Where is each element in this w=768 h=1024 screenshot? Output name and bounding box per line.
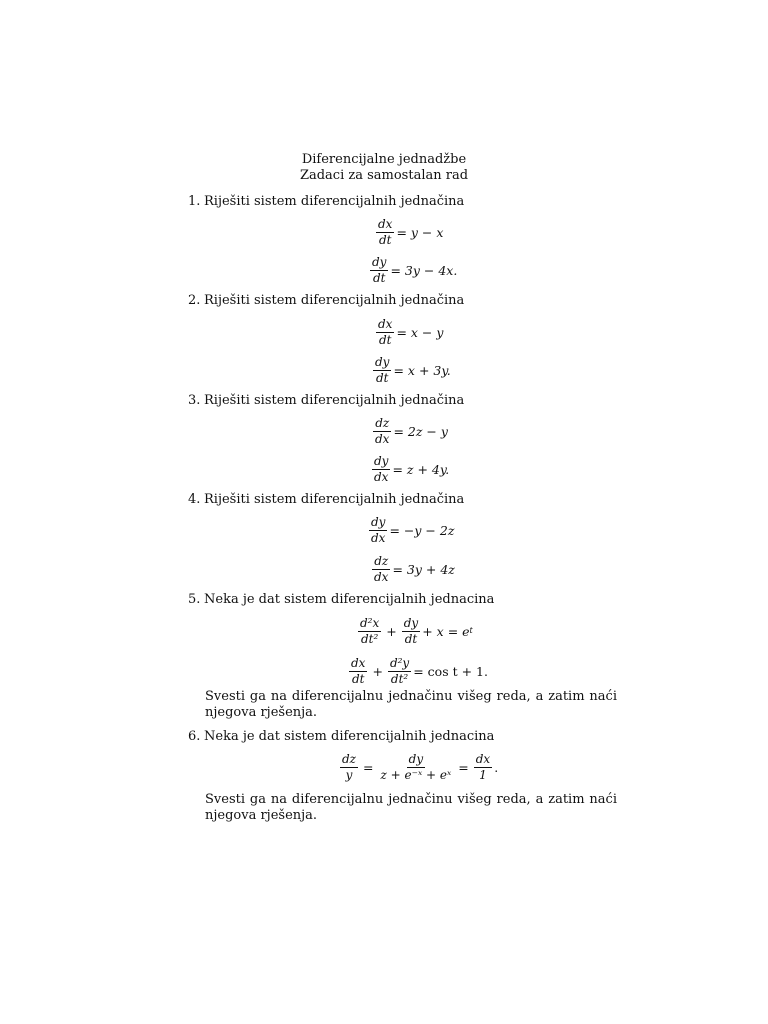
problem-1-heading xyxy=(188,194,464,210)
fraction: $\frac{\text{d²y}}{\text{dt²}}$ xyxy=(389,655,410,686)
problem-5-equation-2 xyxy=(347,656,488,686)
fraction: $\frac{dy}{dx}$ xyxy=(371,514,386,545)
fraction: $\frac{dy}{\text{z + e⁻ˣ + eˣ}}$ xyxy=(380,751,452,782)
problem-6-equation xyxy=(338,752,498,782)
problem-text: Riješiti sistem diferencijalnih jednačina xyxy=(204,293,465,308)
fraction: $\frac{dz}{dx}$ xyxy=(374,553,389,584)
equation-rhs: = x − y xyxy=(396,324,444,340)
problem-text: Riješiti sistem diferencijalnih jednačina xyxy=(204,393,465,408)
problem-4-heading xyxy=(188,492,464,508)
problem-4-equation-1 xyxy=(367,515,454,545)
problem-6-heading xyxy=(188,729,494,745)
fraction: $\frac{dx}{dt}$ xyxy=(378,216,393,247)
fraction: $\frac{dy}{dx}$ xyxy=(374,453,389,484)
problem-text: Riješiti sistem diferencijalnih jednačina xyxy=(204,194,465,209)
equation-rhs: = −y − 2z xyxy=(389,522,455,538)
document-title: Diferencijalne jednadžbe xyxy=(301,152,467,167)
equation-rhs: = y − x xyxy=(396,224,444,240)
problem-5-equation-1: $\frac{\text{d²x}}{\text{dt²}}$ + $\frac{dy}{dt}$ + x = e t xyxy=(360,615,473,646)
equals-sign: = xyxy=(363,759,374,775)
fraction: $\frac{dx}{dt}$ xyxy=(378,316,393,347)
fraction: $\frac{dz}{y}$ xyxy=(342,751,357,782)
problem-number: 5. xyxy=(188,592,201,607)
fraction: $\frac{\text{d²x}}{\text{dt²}}$ xyxy=(360,615,380,646)
fraction: $\frac{dy}{dt}$ xyxy=(372,254,387,285)
document-subtitle: Zadaci za samostalan rad xyxy=(299,168,469,183)
problem-5-heading xyxy=(188,592,494,608)
equation-rhs: = x + 3y. xyxy=(393,362,451,378)
problem-number: 3. xyxy=(188,393,201,408)
plus-sign: + xyxy=(386,623,397,639)
equation-rhs: = z + 4y. xyxy=(392,461,450,477)
problem-1-equation-2 xyxy=(368,255,457,285)
problem-number: 4. xyxy=(188,492,201,507)
period: . xyxy=(494,759,499,775)
equation-rhs: = cos t + 1. xyxy=(413,663,488,679)
fraction: $\frac{dy}{dt}$ xyxy=(375,354,390,385)
problem-2-equation-1 xyxy=(374,317,443,347)
fraction: $\frac{dy}{dt}$ xyxy=(403,615,419,646)
problem-3-equation-1 xyxy=(371,416,448,446)
problem-number: 2. xyxy=(188,293,201,308)
problem-text: Riješiti sistem diferencijalnih jednačina xyxy=(204,492,465,507)
problem-3-heading xyxy=(188,393,464,409)
fraction: $\frac{dz}{dx}$ xyxy=(375,415,390,446)
problem-number: 1. xyxy=(188,194,201,209)
equation-rhs: = 2z − y xyxy=(393,423,448,439)
problem-6-note: Svesti ga na diferencijalnu jednačinu višeg reda, a zatim naći njegova rješenja. xyxy=(205,792,617,823)
plus-sign: + xyxy=(372,663,383,679)
fraction: $\frac{dx}{dt}$ xyxy=(351,655,366,686)
problem-4-equation-2 xyxy=(370,554,455,584)
problem-5-note: Svesti ga na diferencijalnu jednačinu višeg reda, a zatim naći njegova rješenja. xyxy=(205,689,617,720)
equation-rhs: = 3y − 4x. xyxy=(390,262,458,278)
problem-2-heading xyxy=(188,293,464,309)
equation-rhs: + x = e xyxy=(422,623,470,639)
equation-rhs: = 3y + 4z xyxy=(392,561,455,577)
problem-1-equation-1 xyxy=(374,217,443,247)
fraction: $\frac{dx}{1}$ xyxy=(475,751,491,782)
problem-number: 6. xyxy=(188,729,201,744)
problem-3-equation-2 xyxy=(370,454,449,484)
equals-sign: = xyxy=(458,759,469,775)
problem-2-equation-2 xyxy=(371,355,451,385)
problem-text: Neka je dat sistem diferencijalnih jednacina xyxy=(204,592,495,607)
problem-text: Neka je dat sistem diferencijalnih jednacina xyxy=(204,729,495,744)
